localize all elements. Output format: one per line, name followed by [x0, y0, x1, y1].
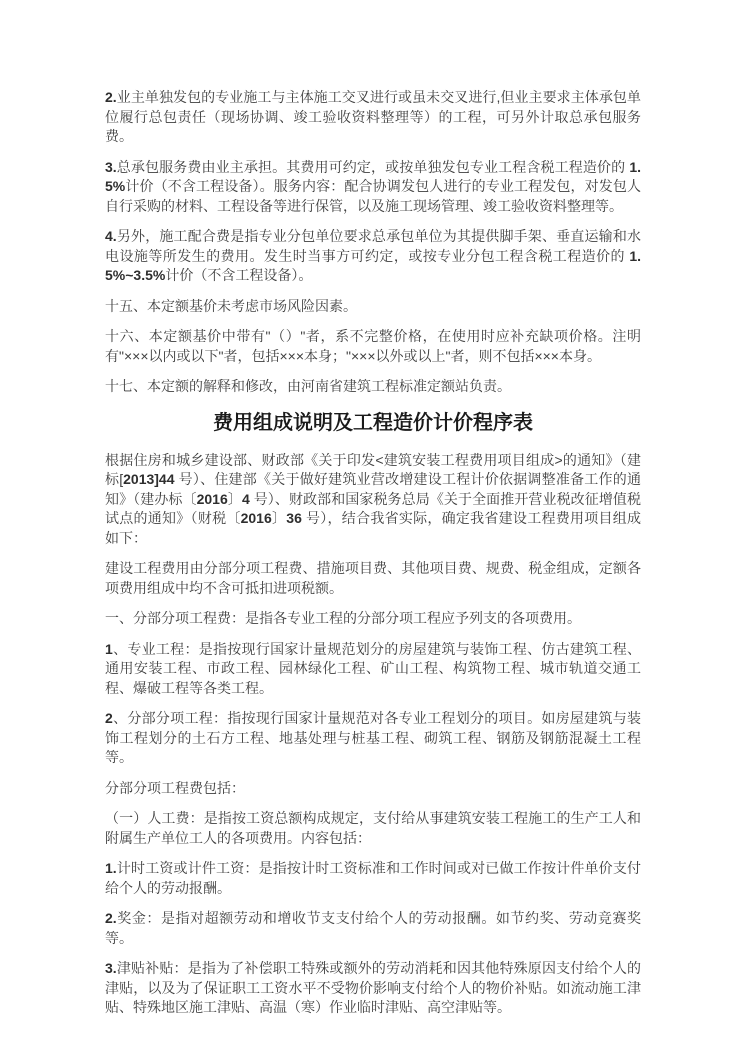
paragraph-general-contract-service-fee: 3.总承包服务费由业主承担。其费用可约定，或按单独发包专业工程含税工程造价的 1.5%计价（不含工程设备）。服务内容：配合协调发包人进行的专业工程发包，对发包人自行采购的材料、工程设备等进行保管，以及施工现场管理、竣工验收资料整理等。	[105, 158, 641, 214]
paragraph-fee-composition: 建设工程费用由分部分项工程费、措施项目费、其他项目费、规费、税金组成，定额各项费用组成中均不含可抵扣进项税额。	[105, 560, 641, 596]
paragraph-item-16: 十六、本定额基价中带有"（）"者，系不完整价格，在使用时应补充缺项价格。注明有"×××以内或以下"者，包括×××本身；"×××以外或以上"者，则不包括×××本身。	[105, 328, 641, 364]
paragraph-fee-includes: 分部分项工程费包括：	[105, 779, 245, 796]
paragraph-divisional-work-fee: 一、分部分项工程费：是指各专业工程的分部分项工程应予列支的各项费用。	[105, 610, 581, 626]
paragraph-divisional-works: 2、分部分项工程：指按现行国家计量规范对各专业工程划分的项目。如房屋建筑与装饰工程划分的土石方工程、地基处理与桩基工程、砌筑工程、钢筋及钢筋混凝土工程等。	[105, 710, 641, 765]
paragraph-subcontract-owner: 2.业主单独发包的专业施工与主体施工交叉进行或虽未交叉进行,但业主要求主体承包单位履行总包责任（现场协调、竣工验收资料整理等）的工程，可另外计取总承包服务费。	[105, 89, 641, 144]
paragraph-bonus: 2.奖金：是指对超额劳动和增收节支支付给个人的劳动报酬。如节约奖、劳动竞赛奖等。	[105, 910, 641, 946]
paragraph-labor-cost: （一）人工费：是指按工资总额构成规定，支付给从事建筑安装工程施工的生产工人和附属生产单位工人的各项费用。内容包括：	[105, 810, 641, 846]
paragraph-allowance-subsidy: 3.津贴补贴：是指为了补偿职工特殊或额外的劳动消耗和因其他特殊原因支付给个人的津贴，以及为了保证职工工资水平不受物价影响支付给个人的物价补贴。如流动施工津贴、特殊地区施工津贴、高温（寒）作业临时津贴、高空津贴等。	[105, 960, 641, 1015]
section-title: 费用组成说明及工程造价计价程序表	[213, 411, 533, 434]
paragraph-basis-documents: 根据住房和城乡建设部、财政部《关于印发<建筑安装工程费用项目组成>的通知》（建标[2013]44 号）、住建部《关于做好建筑业营改增建设工程计价依据调整准备工作的通知》（建办标〔2016〕4 号）、财政部和国家税务总局《关于全面推开营业税改征增值税试点的通知》（财税〔2016〕36 号），结合我省实际，确定我省建设工程费用项目组成如下：	[105, 451, 642, 546]
paragraph-item-17: 十七、本定额的解释和修改，由河南省建筑工程标准定额站负责。	[105, 378, 511, 394]
paragraph-professional-works: 1、专业工程：是指按现行国家计量规范划分的房屋建筑与装饰工程、仿古建筑工程、通用安装工程、市政工程、园林绿化工程、矿山工程、构筑物工程、城市轨道交通工程、爆破工程等各类工程。	[105, 640, 641, 696]
paragraph-item-15: 十五、本定额基价未考虑市场风险因素。	[105, 297, 357, 314]
paragraph-time-piece-wage: 1.计时工资或计件工资：是指按计时工资标准和工作时间或对已做工作按计件单价支付给个人的劳动报酬。	[105, 860, 641, 896]
paragraph-construction-cooperation-fee: 4.另外，施工配合费是指专业分包单位要求总承包单位为其提供脚手架、垂直运输和水电设施等所发生的费用。发生时当事方可约定，或按专业分包工程含税工程造价的 1.5%~3.5%计价（不含工程设备）。	[105, 228, 641, 283]
